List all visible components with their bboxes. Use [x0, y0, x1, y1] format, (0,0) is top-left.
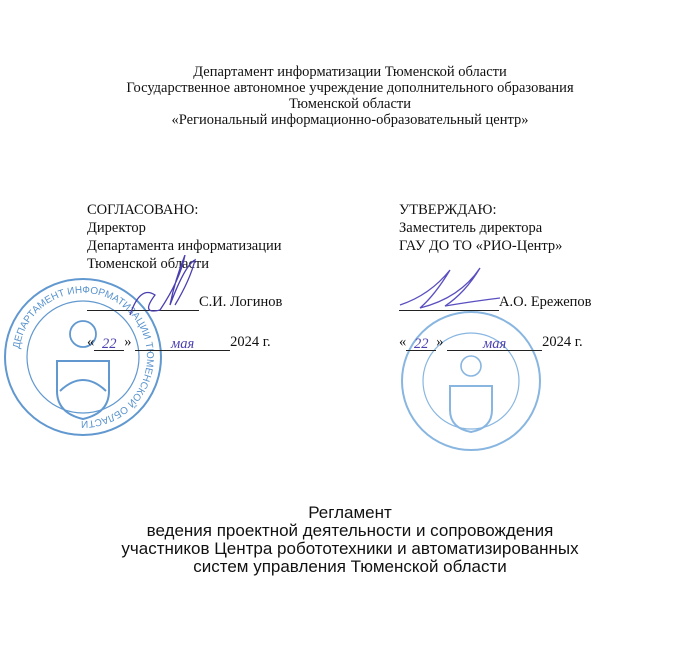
title-line: Регламент — [308, 503, 392, 522]
approval-line: Департамента информатизации — [87, 238, 282, 254]
header-line: «Региональный информационно-образовательный центр» — [171, 112, 529, 128]
signature-left-handwriting — [120, 255, 200, 330]
document-header — [0, 64, 700, 128]
date-line-right: « 22 » мая 2024 г. — [399, 334, 583, 352]
approval-line: Заместитель директора — [399, 220, 543, 236]
title-line: участников Центра робототехники и автоматизированных — [121, 539, 579, 558]
approval-heading: УТВЕРЖДАЮ: — [399, 202, 497, 218]
date-line-left: « 22 » мая 2024 г. — [87, 334, 271, 352]
svg-text:ДЕПАРТАМЕНТ ИНФОРМАТИЗАЦИИ ТЮМ: ДЕПАРТАМЕНТ ИНФОРМАТИЗАЦИИ ТЮМЕНСКОЙ ОБЛАСТИ — [11, 284, 156, 430]
date-day: 22 — [94, 336, 124, 351]
approval-line: Директор — [87, 220, 146, 236]
date-year: 2024 г. — [542, 334, 583, 350]
signature-right-handwriting — [395, 265, 505, 310]
title-line: ведения проектной деятельности и сопровождения — [146, 521, 554, 540]
approval-line: ГАУ ДО ТО «РИО-Центр» — [399, 238, 563, 254]
stamp-right — [400, 310, 542, 452]
signatory-name: А.О. Ережепов — [499, 294, 592, 310]
approval-block-right — [399, 201, 562, 255]
date-month: мая — [135, 336, 230, 351]
approval-line: Тюменской области — [87, 256, 209, 272]
document-title — [0, 504, 700, 576]
header-line: Тюменской области — [289, 96, 411, 112]
header-line: Государственное автономное учреждение дополнительного образования — [126, 80, 574, 96]
approval-heading: СОГЛАСОВАНО: — [87, 202, 199, 218]
title-line: систем управления Тюменской области — [193, 557, 507, 576]
date-day: 22 — [406, 336, 436, 351]
header-line: Департамент информатизации Тюменской области — [193, 64, 507, 80]
date-month: мая — [447, 336, 542, 351]
signatory-name: С.И. Логинов — [199, 294, 283, 310]
date-year: 2024 г. — [230, 334, 271, 350]
